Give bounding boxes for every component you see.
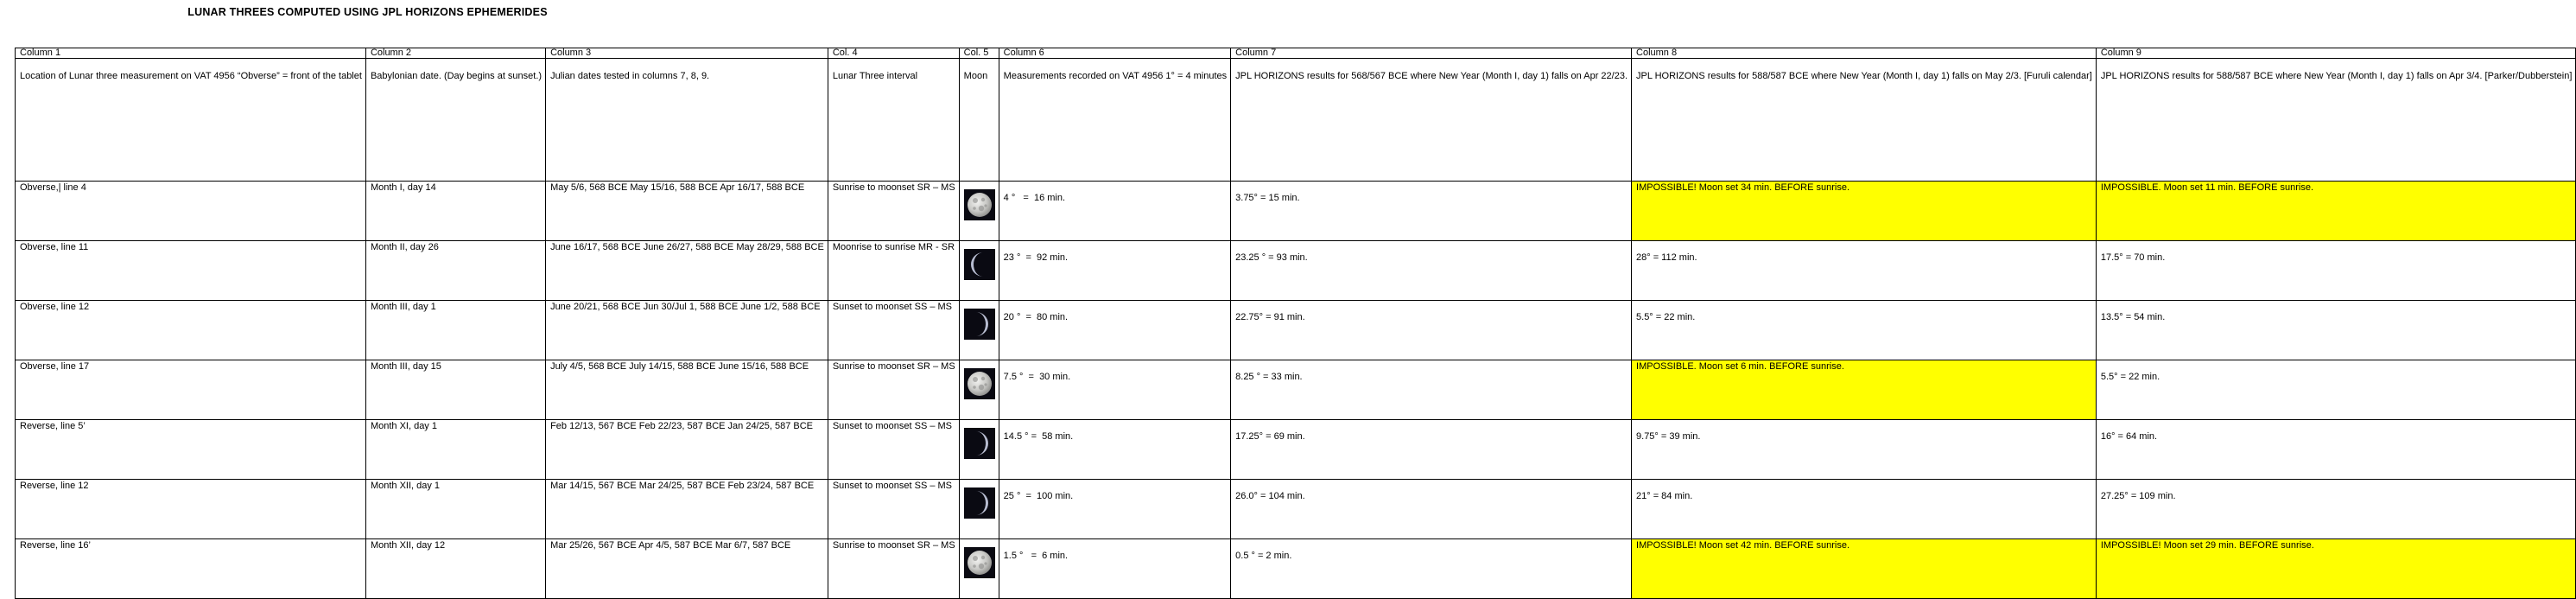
column-header: Column 9 — [2096, 48, 2576, 59]
result-588-parker-dubberstein: 16° = 64 min. — [2096, 420, 2576, 480]
result-588-furuli: IMPOSSIBLE. Moon set 6 min. BEFORE sunrise. — [1632, 360, 2097, 420]
babylonian-date: Month III, day 15 — [365, 360, 545, 420]
moon-mare — [973, 564, 976, 568]
moon-mare — [978, 564, 983, 569]
vat-measurement: 7.5 ° = 30 min. — [999, 360, 1230, 420]
column-description: JPL HORIZONS results for 568/567 BCE where New Year (Month I, day 1) falls on Apr 22/23. — [1231, 59, 1632, 182]
moon-mare — [978, 385, 983, 390]
moon-mare — [984, 562, 987, 564]
result-568-bce: 3.75° = 15 min. — [1231, 182, 1632, 241]
result-568-bce: 0.5 ° = 2 min. — [1231, 539, 1632, 599]
moon-mare — [980, 377, 984, 380]
column-header: Column 7 — [1231, 48, 1632, 59]
result-588-furuli: IMPOSSIBLE! Moon set 34 min. BEFORE sunrise. — [1632, 182, 2097, 241]
crescent-moon-icon — [964, 309, 995, 340]
result-568-bce: 8.25 ° = 33 min. — [1231, 360, 1632, 420]
crescent-moon-icon — [964, 249, 995, 280]
julian-dates: June 20/21, 568 BCE Jun 30/Jul 1, 588 BCE June 1/2, 588 BCE — [546, 301, 828, 360]
column-header: Column 1 — [16, 48, 366, 59]
column-header: Col. 4 — [828, 48, 959, 59]
page-title: LUNAR THREES COMPUTED USING JPL HORIZONS EPHEMERIDES — [187, 6, 548, 18]
tablet-location: Reverse, line 16’ — [16, 539, 366, 599]
column-description: Measurements recorded on VAT 4956 1° = 4 minutes — [999, 59, 1230, 182]
table-row — [16, 480, 2576, 539]
vat-measurement: 20 ° = 80 min. — [999, 301, 1230, 360]
moon-mare — [973, 198, 978, 203]
babylonian-date: Month XII, day 1 — [365, 480, 545, 539]
column-header: Column 8 — [1632, 48, 2097, 59]
vat-measurement: 4 ° = 16 min. — [999, 182, 1230, 241]
moon-background — [964, 428, 995, 459]
babylonian-date: Month I, day 14 — [365, 182, 545, 241]
table-row — [16, 241, 2576, 301]
moon-mare — [984, 204, 987, 207]
babylonian-date: Month XI, day 1 — [365, 420, 545, 480]
column-header: Column 3 — [546, 48, 828, 59]
babylonian-date: Month XII, day 12 — [365, 539, 545, 599]
babylonian-date: Month III, day 1 — [365, 301, 545, 360]
moon-background — [964, 309, 995, 340]
tablet-location: Reverse, line 12 — [16, 480, 366, 539]
lunar-three-interval: Sunrise to moonset SR – MS — [828, 360, 959, 420]
moon-background — [964, 249, 995, 280]
lunar-three-interval: Sunset to moonset SS – MS — [828, 420, 959, 480]
moon-mare — [978, 206, 983, 211]
tablet-location: Obverse, line 11 — [16, 241, 366, 301]
lunar-threes-table — [15, 48, 2576, 599]
column-header: Column 6 — [999, 48, 1230, 59]
moon-mare — [973, 386, 976, 389]
result-568-bce: 23.25 ° = 93 min. — [1231, 241, 1632, 301]
result-588-furuli: 28° = 112 min. — [1632, 241, 2097, 301]
moon-mare — [973, 377, 978, 382]
table-row — [16, 301, 2576, 360]
full-moon-icon — [964, 368, 995, 399]
tablet-location: Reverse, line 5’ — [16, 420, 366, 480]
table-row — [16, 360, 2576, 420]
vat-measurement: 1.5 ° = 6 min. — [999, 539, 1230, 599]
result-588-parker-dubberstein: 17.5° = 70 min. — [2096, 241, 2576, 301]
column-header: Col. 5 — [959, 48, 999, 59]
column-description: Location of Lunar three measurement on VAT 4956 “Obverse” = front of the tablet — [16, 59, 366, 182]
column-description: Julian dates tested in columns 7, 8, 9. — [546, 59, 828, 182]
moon-disc — [968, 551, 992, 575]
julian-dates: Mar 25/26, 567 BCE Apr 4/5, 587 BCE Mar 6/7, 587 BCE — [546, 539, 828, 599]
result-588-parker-dubberstein: IMPOSSIBLE. Moon set 11 min. BEFORE sunrise. — [2096, 182, 2576, 241]
moon-disc — [968, 372, 992, 396]
babylonian-date: Month II, day 26 — [365, 241, 545, 301]
column-description: Babylonian date. (Day begins at sunset.) — [365, 59, 545, 182]
lunar-three-interval: Sunrise to moonset SR – MS — [828, 182, 959, 241]
tablet-location: Obverse, line 12 — [16, 301, 366, 360]
result-588-furuli: 5.5° = 22 min. — [1632, 301, 2097, 360]
column-description: JPL HORIZONS results for 588/587 BCE where New Year (Month I, day 1) falls on Apr 3/4. [Parker/Dubberstein] — [2096, 59, 2576, 182]
lunar-three-interval: Moonrise to sunrise MR - SR — [828, 241, 959, 301]
column-header: Column 2 — [365, 48, 545, 59]
moon-background — [964, 487, 995, 519]
full-moon-icon — [964, 189, 995, 220]
column-description: JPL HORIZONS results for 588/587 BCE where New Year (Month I, day 1) falls on May 2/3. [Furuli calendar] — [1632, 59, 2097, 182]
moon-mare — [980, 198, 984, 201]
crescent-moon-icon — [964, 487, 995, 519]
crescent-moon-icon — [964, 428, 995, 459]
full-moon-icon — [964, 547, 995, 578]
result-568-bce: 17.25° = 69 min. — [1231, 420, 1632, 480]
result-568-bce: 22.75° = 91 min. — [1231, 301, 1632, 360]
julian-dates: May 5/6, 568 BCE May 15/16, 588 BCE Apr 16/17, 588 BCE — [546, 182, 828, 241]
result-588-furuli: 21° = 84 min. — [1632, 480, 2097, 539]
header-row — [16, 48, 2576, 59]
moon-disc — [968, 193, 992, 217]
result-588-furuli: IMPOSSIBLE! Moon set 42 min. BEFORE sunrise. — [1632, 539, 2097, 599]
result-568-bce: 26.0° = 104 min. — [1231, 480, 1632, 539]
moon-cell — [959, 480, 999, 539]
column-description: Moon — [959, 59, 999, 182]
lunar-three-interval: Sunset to moonset SS – MS — [828, 480, 959, 539]
julian-dates: June 16/17, 568 BCE June 26/27, 588 BCE May 28/29, 588 BCE — [546, 241, 828, 301]
moon-cell — [959, 420, 999, 480]
julian-dates: Feb 12/13, 567 BCE Feb 22/23, 587 BCE Jan 24/25, 587 BCE — [546, 420, 828, 480]
vat-measurement: 25 ° = 100 min. — [999, 480, 1230, 539]
julian-dates: July 4/5, 568 BCE July 14/15, 588 BCE June 15/16, 588 BCE — [546, 360, 828, 420]
column-description: Lunar Three interval — [828, 59, 959, 182]
vat-measurement: 14.5 ° = 58 min. — [999, 420, 1230, 480]
table-row — [16, 420, 2576, 480]
table-row — [16, 182, 2576, 241]
lunar-three-interval: Sunset to moonset SS – MS — [828, 301, 959, 360]
result-588-parker-dubberstein: IMPOSSIBLE! Moon set 29 min. BEFORE sunrise. — [2096, 539, 2576, 599]
description-row — [16, 59, 2576, 182]
moon-mare — [984, 383, 987, 386]
moon-cell — [959, 360, 999, 420]
tablet-location: Obverse,| line 4 — [16, 182, 366, 241]
result-588-furuli: 9.75° = 39 min. — [1632, 420, 2097, 480]
moon-mare — [973, 556, 978, 561]
moon-cell — [959, 241, 999, 301]
lunar-three-interval: Sunrise to moonset SR – MS — [828, 539, 959, 599]
julian-dates: Mar 14/15, 567 BCE Mar 24/25, 587 BCE Feb 23/24, 587 BCE — [546, 480, 828, 539]
moon-cell — [959, 301, 999, 360]
result-588-parker-dubberstein: 27.25° = 109 min. — [2096, 480, 2576, 539]
tablet-location: Obverse, line 17 — [16, 360, 366, 420]
result-588-parker-dubberstein: 13.5° = 54 min. — [2096, 301, 2576, 360]
vat-measurement: 23 ° = 92 min. — [999, 241, 1230, 301]
moon-cell — [959, 539, 999, 599]
moon-mare — [980, 556, 984, 559]
moon-mare — [973, 207, 976, 210]
result-588-parker-dubberstein: 5.5° = 22 min. — [2096, 360, 2576, 420]
moon-cell — [959, 182, 999, 241]
table-row — [16, 539, 2576, 599]
